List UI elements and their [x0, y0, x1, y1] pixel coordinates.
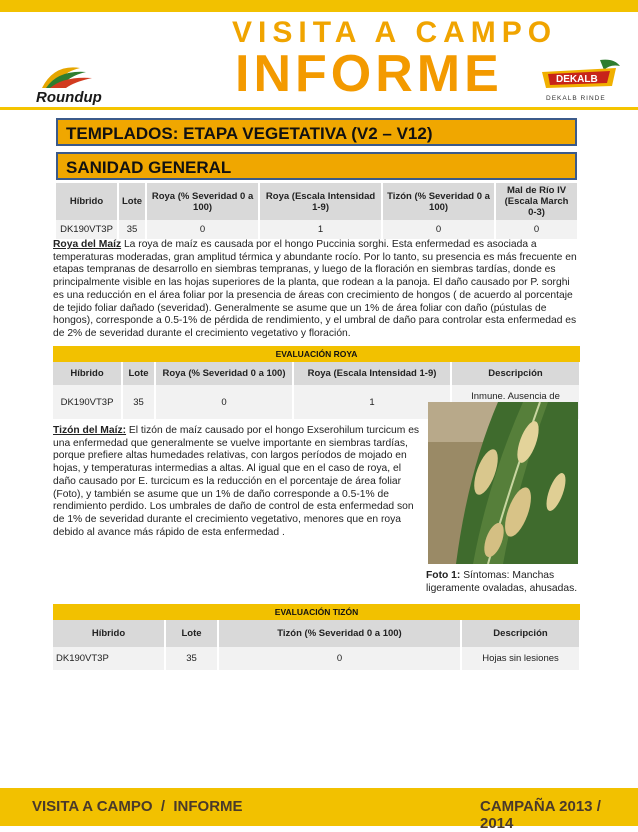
table-header-row	[53, 362, 580, 385]
col-roya-escala: Roya (Escala Intensidad 1-9)	[293, 362, 451, 385]
col-descripcion: Descripción	[461, 620, 580, 647]
photo-caption	[426, 570, 586, 595]
cell-lote: 35	[118, 220, 146, 239]
svg-text:DEKALB RINDE: DEKALB RINDE	[546, 95, 606, 102]
cell-tizon-severidad: 0	[218, 647, 461, 670]
footer-right-text: CAMPAÑA 2013 / 2014	[480, 798, 601, 832]
header-rule	[0, 107, 638, 110]
cell-descripcion: Hojas sin lesiones	[461, 647, 580, 670]
col-hibrido: Híbrido	[53, 362, 122, 385]
col-hibrido: Híbrido	[53, 620, 165, 647]
cell-roya-severidad: 0	[146, 220, 259, 239]
tizon-term: Tizón del Maíz:	[53, 425, 127, 436]
section-title-templados: TEMPLADOS: ETAPA VEGETATIVA (V2 – V12)	[56, 118, 577, 146]
cell-lote: 35	[122, 385, 155, 419]
col-mal-rio-iv: Mal de Río IV (Escala March 0-3)	[495, 183, 578, 220]
cell-lote: 35	[165, 647, 218, 670]
col-lote: Lote	[165, 620, 218, 647]
table-row	[56, 220, 578, 239]
sanidad-table	[56, 183, 579, 239]
cell-mal-rio-iv: 0	[495, 220, 578, 239]
col-roya-severidad: Roya (% Severidad 0 a 100)	[155, 362, 293, 385]
col-lote: Lote	[118, 183, 146, 220]
col-hibrido: Híbrido	[56, 183, 118, 220]
header-stripe	[0, 0, 638, 12]
leaf-photo	[428, 402, 578, 564]
dekalb-logo	[540, 56, 624, 104]
evaluacion-roya-title: EVALUACIÓN ROYA	[53, 346, 580, 362]
table-header-row	[53, 620, 580, 647]
col-tizon-severidad: Tizón (% Severidad 0 a 100)	[218, 620, 461, 647]
footer-left-text: VISITA A CAMPO / INFORME	[32, 798, 243, 815]
cell-roya-escala: 1	[259, 220, 382, 239]
section-title-sanidad: SANIDAD GENERAL	[56, 152, 577, 180]
svg-text:Roundup: Roundup	[36, 89, 102, 106]
cell-descripcion: Inmune. Ausencia de	[451, 385, 580, 419]
col-roya-severidad: Roya (% Severidad 0 a 100)	[146, 183, 259, 220]
tizon-text: El tizón de maíz causado por el hongo Exserohilum turcicum es una enfermedad que generalmente se vuelve importante en siembras tardías, porque prefiere altas humedades relativas, con largos períodos de mojado en hojas, y temperaturas intermedias a altas. Al igual que en el caso de roya, el daño causado por E. turcicum es la reducción en el porcentaje de área foliar (Foto), y también se asume que un 1% de daño corresponde a 0.5-1% de rendimiento perdido. Los umbrales de daño de control de esta enfermedad son de 1% de severidad durante el crecimiento vegetativo, menores que en roya debido al avance más rápido de esta enfermedad .	[53, 425, 420, 538]
roya-term: Roya del Maíz	[53, 239, 122, 250]
table-row	[53, 647, 580, 670]
cell-roya-severidad: 0	[155, 385, 293, 419]
col-descripcion: Descripción	[451, 362, 580, 385]
cell-roya-escala: 1	[293, 385, 451, 419]
photo-caption-label: Foto 1:	[426, 570, 461, 581]
evaluacion-tizon-title: EVALUACIÓN TIZÓN	[53, 604, 580, 620]
cell-hibrido: DK190VT3P	[53, 647, 165, 670]
cell-tizon-severidad: 0	[382, 220, 495, 239]
cell-hibrido: DK190VT3P	[53, 385, 122, 419]
photo-caption-text: Síntomas: Manchas ligeramente ovaladas, ahusadas.	[426, 570, 578, 594]
tizon-paragraph	[53, 425, 423, 539]
evaluacion-tizon-table	[53, 604, 581, 670]
table-header-row	[56, 183, 578, 220]
col-roya-escala: Roya (Escala Intensidad 1-9)	[259, 183, 382, 220]
col-tizon-severidad: Tizón (% Severidad 0 a 100)	[382, 183, 495, 220]
header-title-top: VISITA A CAMPO	[232, 16, 558, 49]
header-title-main: INFORME	[235, 45, 503, 103]
roya-text: La roya de maíz es causada por el hongo Puccinia sorghi. Esta enfermedad es asociada a temperaturas moderadas, gran amplitud térmica y abundante rocío. Por lo tanto, su presencia es más frecuente en etapas tempranas de desarrollo en siembras tempranas, y luego de la floración en siembras tardías, donde es principalmente visible en las hojas superiores de la planta, que rodean a la panoja. El daño causado por P. sorghi es una reducción en el área foliar por la presencia de áreas con crecimiento de hongos ( de acuerdo al porcentaje de tejido foliar dañado (severidad). Generalmente se asume que un 1% de área foliar con daño (pústulas de hongos), corresponde a 0.5-1% de pérdida de rendimiento, y el umbral de daño para controlar esta enfermedad es de 2% de severidad durante el crecimiento vegetativo y floración.	[53, 239, 577, 339]
roundup-logo	[34, 62, 104, 106]
svg-text:DEKALB: DEKALB	[556, 74, 598, 85]
cell-hibrido: DK190VT3P	[56, 220, 118, 239]
col-lote: Lote	[122, 362, 155, 385]
roya-paragraph	[53, 239, 581, 341]
